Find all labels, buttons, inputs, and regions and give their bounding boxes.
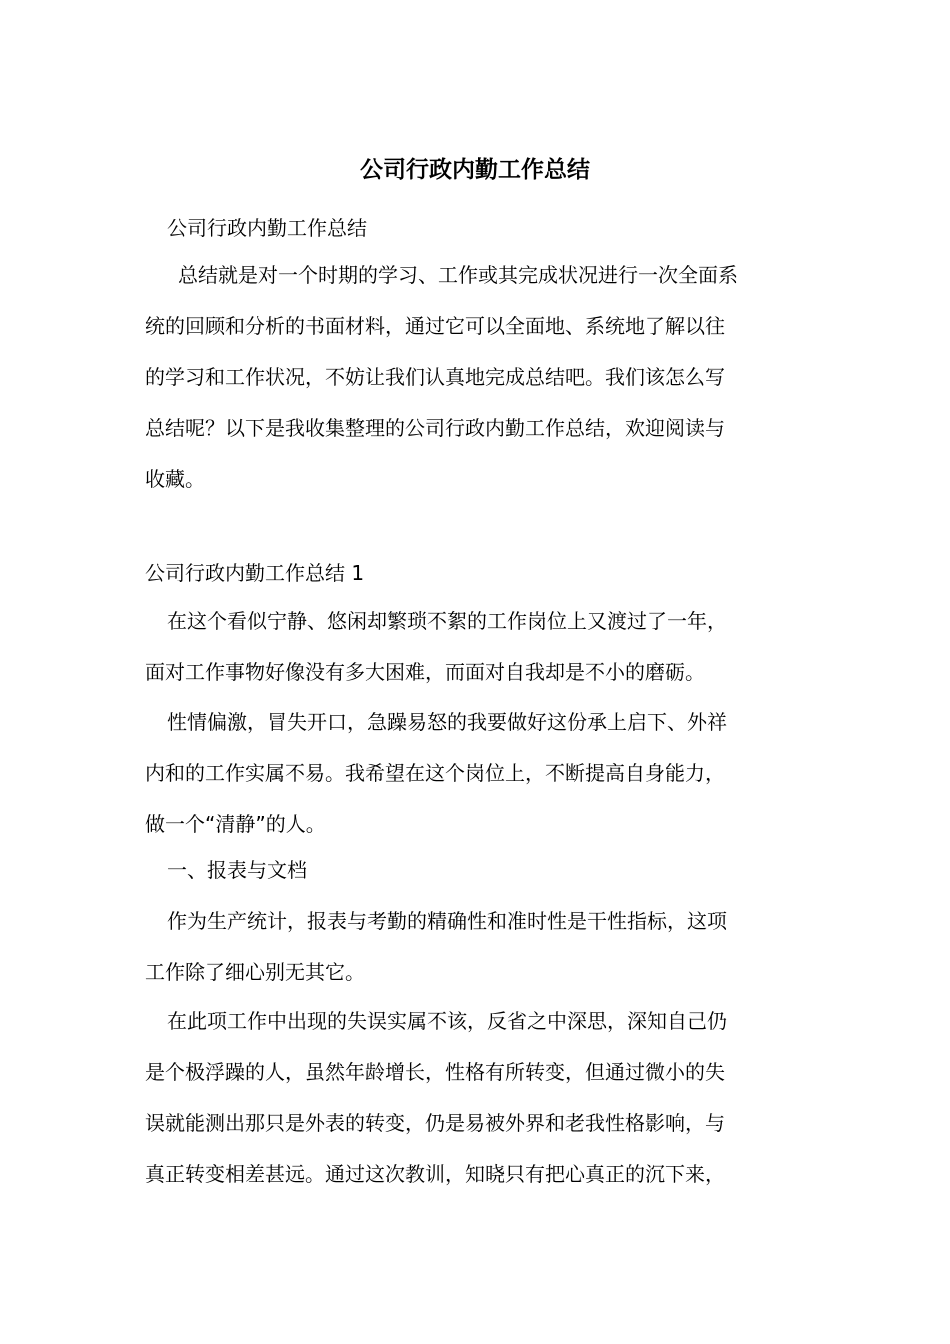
section-heading: 公司行政内勤工作总结 1 [145, 561, 365, 585]
paragraph-line: 在这个看似宁静、悠闲却繁琐不絮的工作岗位上又渡过了一年， [167, 609, 727, 633]
paragraph-1 [145, 596, 810, 698]
intro-line: 总结呢？以下是我收集整理的公司行政内勤工作总结，欢迎阅读与 [145, 416, 725, 440]
paragraph-line: 面对工作事物好像没有多大困难，而面对自我却是不小的磨砺。 [145, 660, 705, 684]
document-subtitle: 公司行政内勤工作总结 [167, 216, 367, 240]
subheading-block [145, 845, 810, 896]
paragraph-line: 是个极浮躁的人，虽然年龄增长，性格有所转变，但通过微小的失 [145, 1060, 725, 1084]
paragraph-line: 内和的工作实属不易。我希望在这个岗位上，不断提高自身能力， [145, 761, 725, 785]
intro-line: 统的回顾和分析的书面材料，通过它可以全面地、系统地了解以往 [145, 314, 725, 338]
intro-line: 总结就是对一个时期的学习、工作或其完成状况进行一次全面系 [178, 263, 738, 287]
paragraph-line: 在此项工作中出现的失误实属不该，反省之中深思，深知自己仍 [167, 1009, 727, 1033]
paragraph-line: 工作除了细心别无其它。 [145, 960, 365, 984]
paragraph-2 [145, 697, 810, 850]
paragraph-line: 误就能测出那只是外表的转变，仍是易被外界和老我性格影响，与 [145, 1111, 725, 1135]
paragraph-line: 作为生产统计，报表与考勤的精确性和准时性是干性指标，这项 [167, 909, 727, 933]
paragraph-line: 做一个“清静”的人。 [145, 812, 326, 836]
paragraph-3 [145, 896, 810, 998]
section-heading-block [145, 548, 810, 599]
document-title: 公司行政内勤工作总结 [360, 157, 590, 183]
paragraph-line: 性情偏激，冒失开口，急躁易怒的我要做好这份承上启下、外祥 [167, 710, 727, 734]
intro-paragraph [145, 250, 810, 505]
paragraph-4 [145, 996, 810, 1200]
intro-line: 的学习和工作状况，不妨让我们认真地完成总结吧。我们该怎么写 [145, 365, 725, 389]
intro-line: 收藏。 [145, 467, 205, 491]
subheading: 一、报表与文档 [167, 858, 307, 882]
paragraph-line: 真正转变相差甚远。通过这次教训，知晓只有把心真正的沉下来， [145, 1162, 725, 1186]
document-subtitle-block [145, 203, 810, 254]
